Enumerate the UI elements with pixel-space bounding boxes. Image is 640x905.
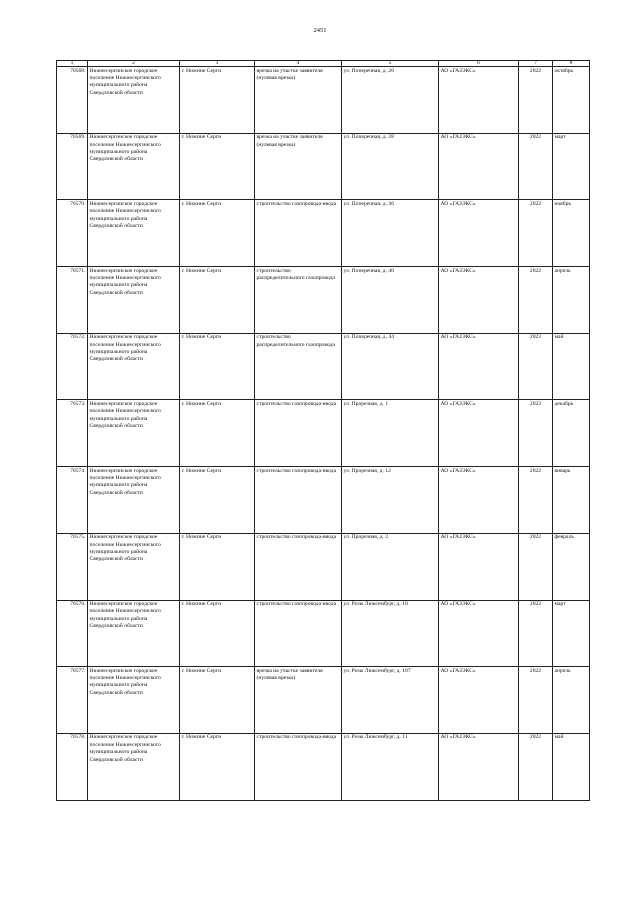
settlement-cell: Нижнесергинское городское поселение Нижнесергинского муниципального района Свердловской области <box>88 400 180 467</box>
locality-cell: г. Нижние Серги <box>180 600 255 667</box>
column-header: 1 <box>57 61 88 67</box>
settlement-cell: Нижнесергинское городское поселение Нижнесергинского муниципального района Свердловской области <box>88 333 180 400</box>
settlement-cell: Нижнесергинское городское поселение Нижнесергинского муниципального района Свердловской области <box>88 133 180 200</box>
address-cell: ул. Розы Люксембург, д. 107 <box>342 667 439 734</box>
settlement-cell: Нижнесергинское городское поселение Нижнесергинского муниципального района Свердловской области <box>88 467 180 534</box>
year-cell: 2023 <box>519 400 553 467</box>
table-row <box>57 667 590 734</box>
work-type-cell: врезка на участке заявителя (нулевая врезка) <box>255 67 342 134</box>
settlement-cell: Нижнесергинское городское поселение Нижнесергинского муниципального района Свердловской области <box>88 200 180 267</box>
address-cell: ул. Прорезная, д. 2 <box>342 533 439 600</box>
locality-cell: г. Нижние Серги <box>180 200 255 267</box>
work-type-cell: строительство газопровода-ввода <box>255 733 342 800</box>
address-cell: ул. Поперечная, д. 26 <box>342 67 439 134</box>
row-number-cell: 70568. <box>57 67 88 134</box>
row-number-cell: 70574. <box>57 467 88 534</box>
organization-cell: АО «ГАЗЭКС» <box>439 733 519 800</box>
column-header: 8 <box>553 61 590 67</box>
row-number-cell: 70578. <box>57 733 88 800</box>
settlement-cell: Нижнесергинское городское поселение Нижнесергинского муниципального района Свердловской области <box>88 533 180 600</box>
organization-cell: АО «ГАЗЭКС» <box>439 533 519 600</box>
work-type-cell: строительство газопровода-ввода <box>255 600 342 667</box>
settlement-cell: Нижнесергинское городское поселение Нижнесергинского муниципального района Свердловской области <box>88 67 180 134</box>
table-row <box>57 600 590 667</box>
locality-cell: г. Нижние Серги <box>180 133 255 200</box>
locality-cell: г. Нижние Серги <box>180 400 255 467</box>
work-type-cell: строительство распределительного газопровода <box>255 333 342 400</box>
table-row <box>57 67 590 134</box>
table-row <box>57 200 590 267</box>
address-cell: ул. Поперечная, д. 44 <box>342 333 439 400</box>
column-header: 6 <box>439 61 519 67</box>
year-cell: 2022 <box>519 533 553 600</box>
locality-cell: г. Нижние Серги <box>180 667 255 734</box>
settlement-cell: Нижнесергинское городское поселение Нижнесергинского муниципального района Свердловской области <box>88 267 180 334</box>
locality-cell: г. Нижние Серги <box>180 467 255 534</box>
page-number: 2451 <box>313 27 327 34</box>
table-row <box>57 533 590 600</box>
year-cell: 2022 <box>519 600 553 667</box>
table-row <box>57 467 590 534</box>
column-header: 5 <box>342 61 439 67</box>
locality-cell: г. Нижние Серги <box>180 67 255 134</box>
organization-cell: АО «ГАЗЭКС» <box>439 67 519 134</box>
organization-cell: АО «ГАЗЭКС» <box>439 333 519 400</box>
organization-cell: АО «ГАЗЭКС» <box>439 200 519 267</box>
row-number-cell: 70571. <box>57 267 88 334</box>
year-cell: 2022 <box>519 267 553 334</box>
month-cell: январь <box>553 467 590 534</box>
row-number-cell: 70575. <box>57 533 88 600</box>
locality-cell: г. Нижние Серги <box>180 533 255 600</box>
work-type-cell: строительство газопровода-ввода <box>255 200 342 267</box>
month-cell: декабрь <box>553 400 590 467</box>
settlement-cell: Нижнесергинское городское поселение Нижнесергинского муниципального района Свердловской области <box>88 667 180 734</box>
address-cell: ул. Поперечная, д. 28 <box>342 133 439 200</box>
address-cell: ул. Розы Люксембург, д. 10 <box>342 600 439 667</box>
month-cell: март <box>553 133 590 200</box>
year-cell: 2022 <box>519 200 553 267</box>
month-cell: май <box>553 733 590 800</box>
month-cell: май <box>553 333 590 400</box>
address-cell: ул. Поперечная, д. 40 <box>342 267 439 334</box>
organization-cell: АО «ГАЗЭКС» <box>439 267 519 334</box>
month-cell: февраль <box>553 533 590 600</box>
month-cell: март <box>553 600 590 667</box>
table-row <box>57 400 590 467</box>
year-cell: 2022 <box>519 133 553 200</box>
year-cell: 2022 <box>519 467 553 534</box>
organization-cell: АО «ГАЗЭКС» <box>439 133 519 200</box>
locality-cell: г. Нижние Серги <box>180 333 255 400</box>
organization-cell: АО «ГАЗЭКС» <box>439 467 519 534</box>
address-cell: ул. Прорезная, д. 1 <box>342 400 439 467</box>
column-header: 4 <box>255 61 342 67</box>
month-cell: апрель <box>553 667 590 734</box>
row-number-cell: 70572. <box>57 333 88 400</box>
month-cell: октябрь <box>553 67 590 134</box>
month-cell: апрель <box>553 267 590 334</box>
column-header: 7 <box>519 61 553 67</box>
organization-cell: АО «ГАЗЭКС» <box>439 600 519 667</box>
year-cell: 2022 <box>519 667 553 734</box>
locality-cell: г. Нижние Серги <box>180 267 255 334</box>
work-type-cell: строительство распределительного газопровода <box>255 267 342 334</box>
work-type-cell: строительство газопровода-ввода <box>255 467 342 534</box>
gasification-table <box>56 60 590 801</box>
address-cell: ул. Розы Люксембург, д. 11 <box>342 733 439 800</box>
row-number-cell: 70577. <box>57 667 88 734</box>
column-header: 3 <box>180 61 255 67</box>
locality-cell: г. Нижние Серги <box>180 733 255 800</box>
year-cell: 2022 <box>519 733 553 800</box>
table-row <box>57 733 590 800</box>
work-type-cell: строительство газопровода-ввода <box>255 533 342 600</box>
table-row <box>57 133 590 200</box>
address-cell: ул. Поперечная, д. 36 <box>342 200 439 267</box>
row-number-cell: 70570. <box>57 200 88 267</box>
work-type-cell: врезка на участке заявителя (нулевая врезка) <box>255 133 342 200</box>
organization-cell: АО «ГАЗЭКС» <box>439 667 519 734</box>
row-number-cell: 70569. <box>57 133 88 200</box>
work-type-cell: строительство газопровода-ввода <box>255 400 342 467</box>
organization-cell: АО «ГАЗЭКС» <box>439 400 519 467</box>
row-number-cell: 70573. <box>57 400 88 467</box>
settlement-cell: Нижнесергинское городское поселение Нижнесергинского муниципального района Свердловской области <box>88 733 180 800</box>
row-number-cell: 70576. <box>57 600 88 667</box>
month-cell: ноябрь <box>553 200 590 267</box>
work-type-cell: врезка на участке заявителя (нулевая врезка) <box>255 667 342 734</box>
year-cell: 2022 <box>519 67 553 134</box>
address-cell: ул. Прорезная, д. 12 <box>342 467 439 534</box>
column-header: 2 <box>88 61 180 67</box>
table-row <box>57 333 590 400</box>
settlement-cell: Нижнесергинское городское поселение Нижнесергинского муниципального района Свердловской области <box>88 600 180 667</box>
year-cell: 2023 <box>519 333 553 400</box>
table-row <box>57 267 590 334</box>
